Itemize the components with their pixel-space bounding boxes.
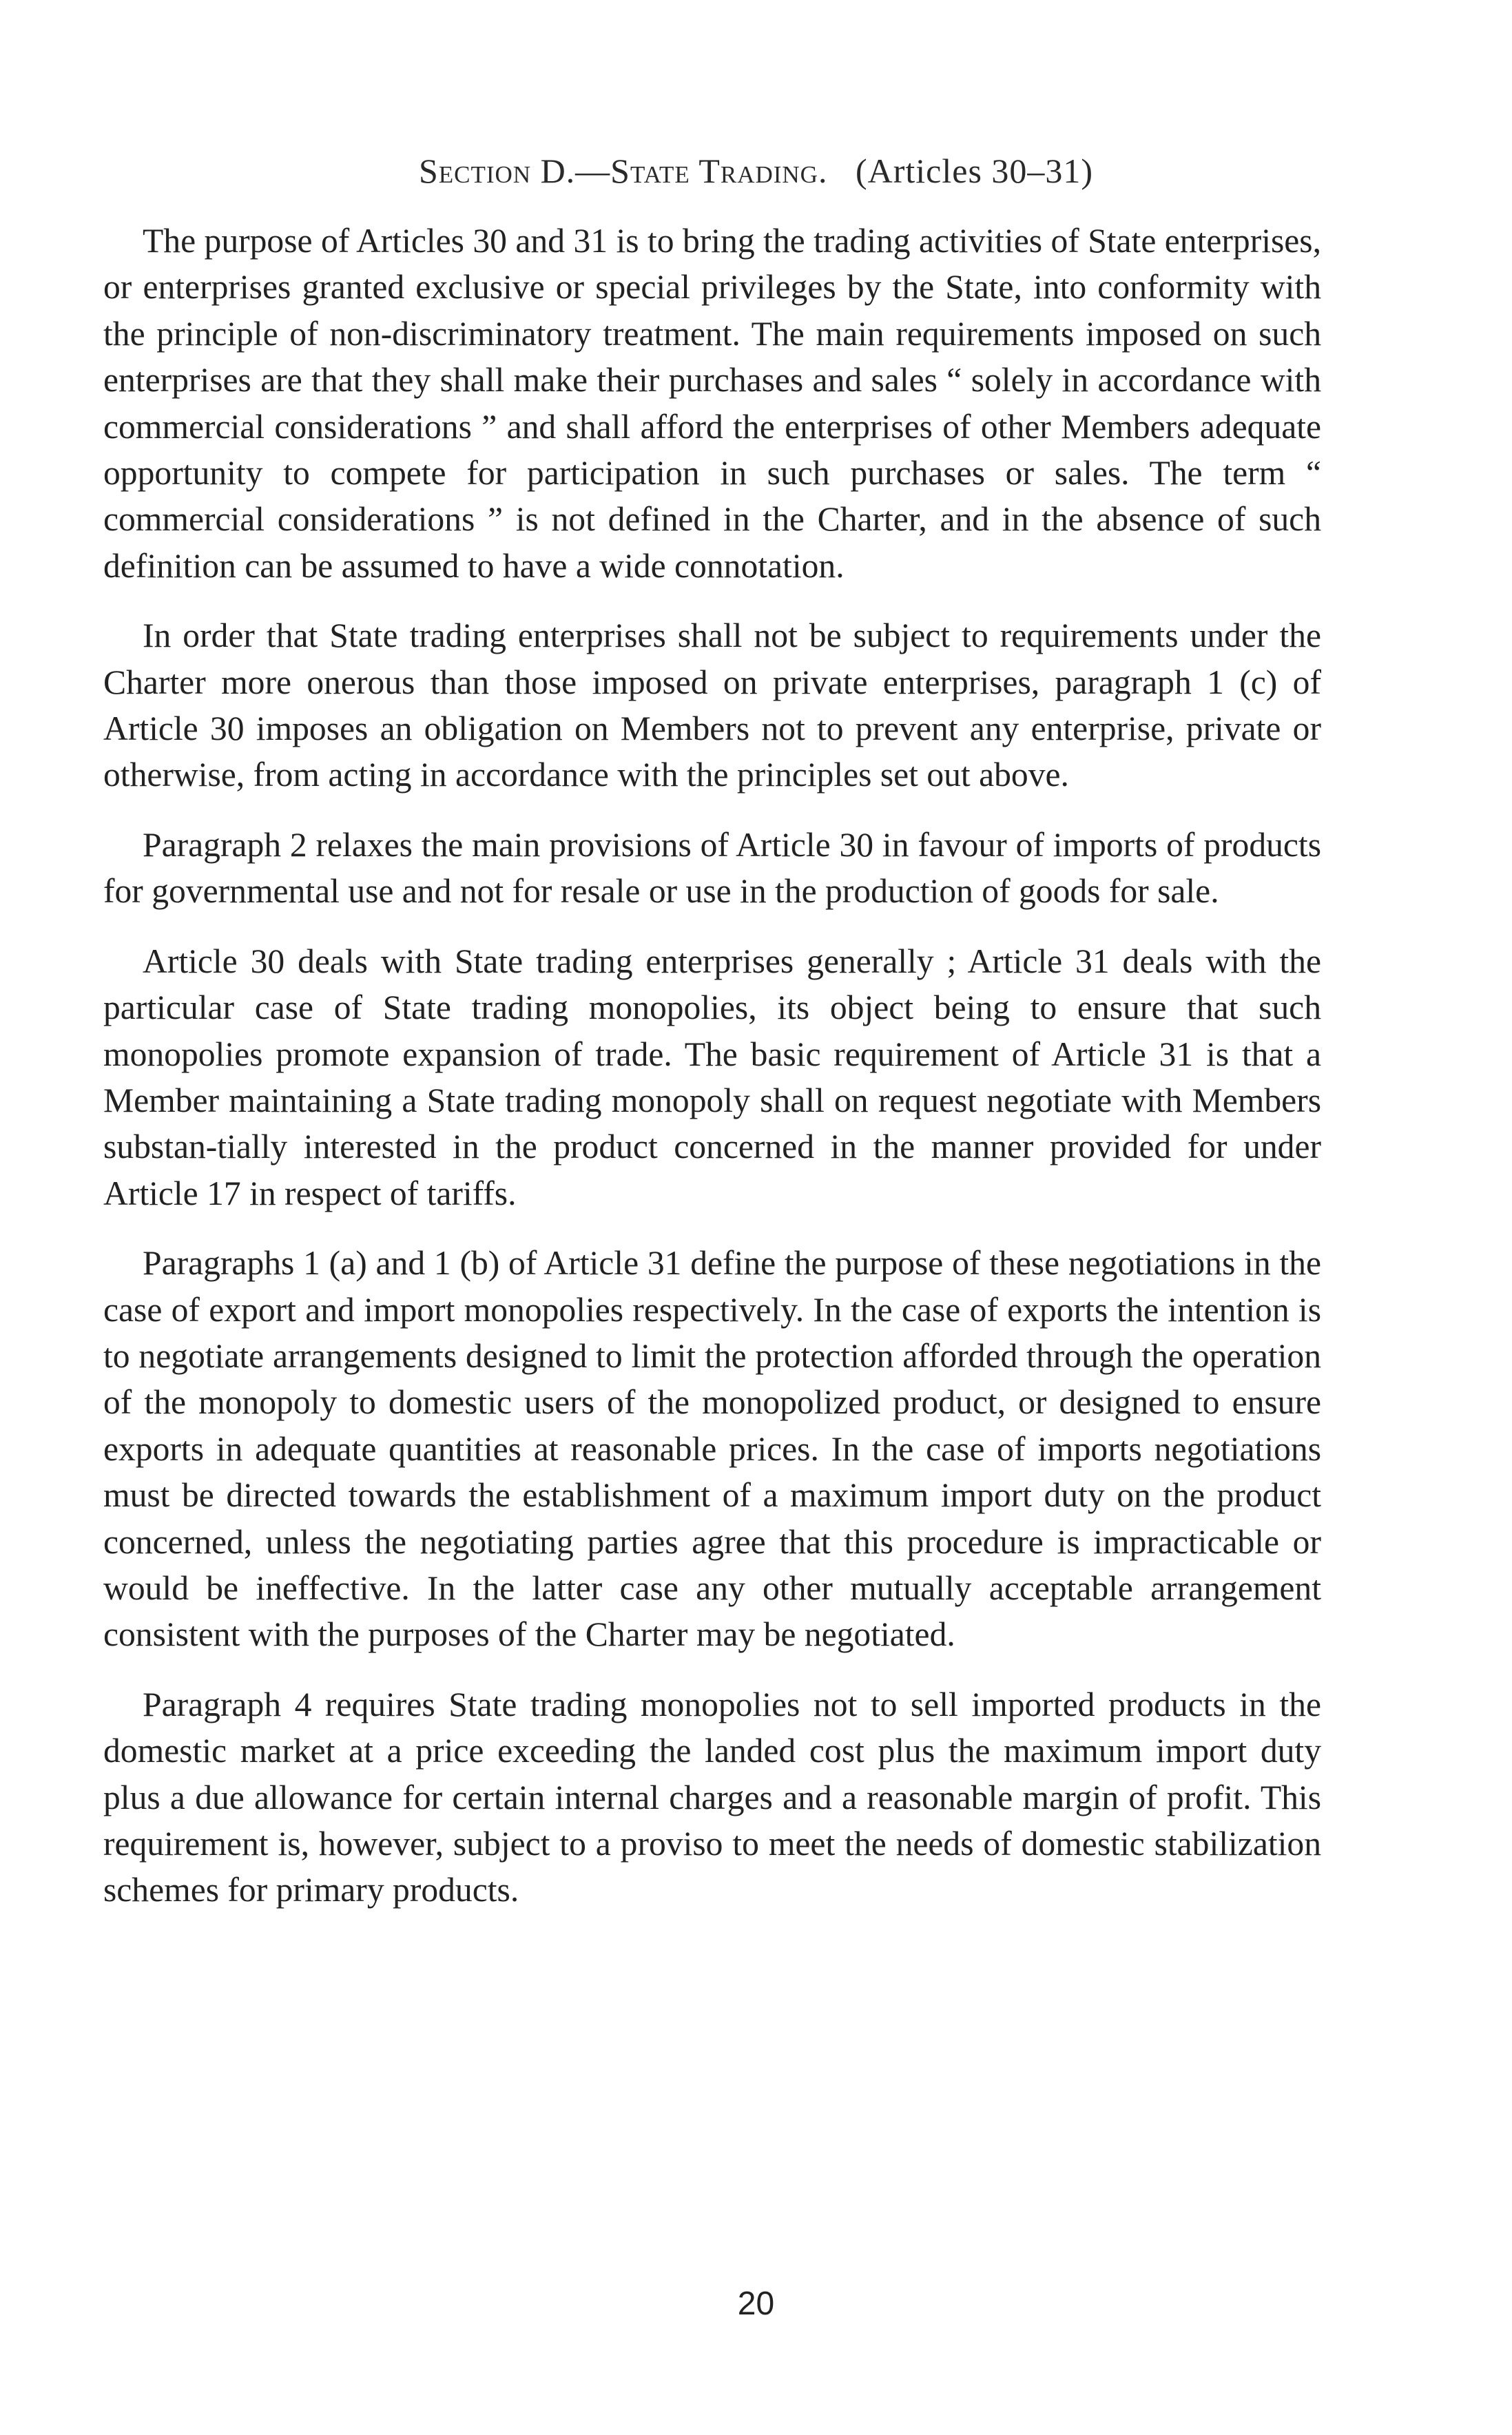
paragraph-monopolies: Article 30 deals with State trading enterprises generally ; Article 31 deals with the particular case of State trading monopolies, its object being to ensure that such monopolies promote expansion of trade. The basic requirement of Article 31 is that a Member maintaining a State trading monopoly shall on request negotiate with Members substan-tially interested in the product concerned in the manner provided for under Article 17 in respect of tariffs. [103, 942, 1321, 1212]
paragraph-governmental-use: Paragraph 2 relaxes the main provisions of Article 30 in favour of imports of products for governmental use and not for resale or use in the production of goods for sale. [103, 825, 1321, 911]
section-label: Section D.—State Trading. [418, 152, 828, 190]
paragraph-pricing: Paragraph 4 requires State trading monopolies not to sell imported products in the domestic market at a price exceeding the landed cost plus the maximum import duty plus a due allowance for certain internal charges and a reasonable margin of profit. This requirement is, however, subject to a proviso to meet the needs of domestic stabilization schemes for primary products. [103, 1685, 1321, 1909]
articles-reference: (Articles 30–31) [855, 152, 1094, 190]
page-number: 20 [737, 2286, 775, 2322]
paragraph-negotiations: Paragraphs 1 (a) and 1 (b) of Article 31 define the purpose of these negotiations in the case of export and import monopolies respectively. In the case of exports the intention is to negotiate arrangements designed to limit the protection afforded through the operation of the monopoly to domestic users of the monopolized product, or designed to ensure exports in adequate quantities at reasonable prices. In the case of imports negotiations must be directed towards the establishment of a maximum import duty on the product concerned, unless the negotiating parties agree that this procedure is impracticable or would be ineffective. In the latter case any other mutually acceptable arrangement consistent with the purposes of the Charter may be negotiated. [103, 1244, 1321, 1654]
section-heading [0, 150, 1512, 191]
paragraph-private-enterprises: In order that State trading enterprises shall not be subject to requirements under the Charter more onerous than those imposed on private enterprises, paragraph 1 (c) of Article 30 imposes an obligation on Members not to prevent any enterprise, private or otherwise, from acting in accordance with the principles set out above. [103, 616, 1321, 794]
body-text [103, 218, 1321, 1937]
paragraph-state-trading-purpose: The purpose of Articles 30 and 31 is to bring the trading activities of State enterprises, or enterprises granted exclusive or special privileges by the State, into conformity with the principle of non-discriminatory treatment. The main requirements imposed on such enterprises are that they shall make their purchases and sales “ solely in accordance with commercial considerations ” and shall afford the enterprises of other Members adequate opportunity to compete for participation in such purchases or sales. The term “ commercial considerations ” is not defined in the Charter, and in the absence of such definition can be assumed to have a wide connotation. [103, 222, 1321, 585]
